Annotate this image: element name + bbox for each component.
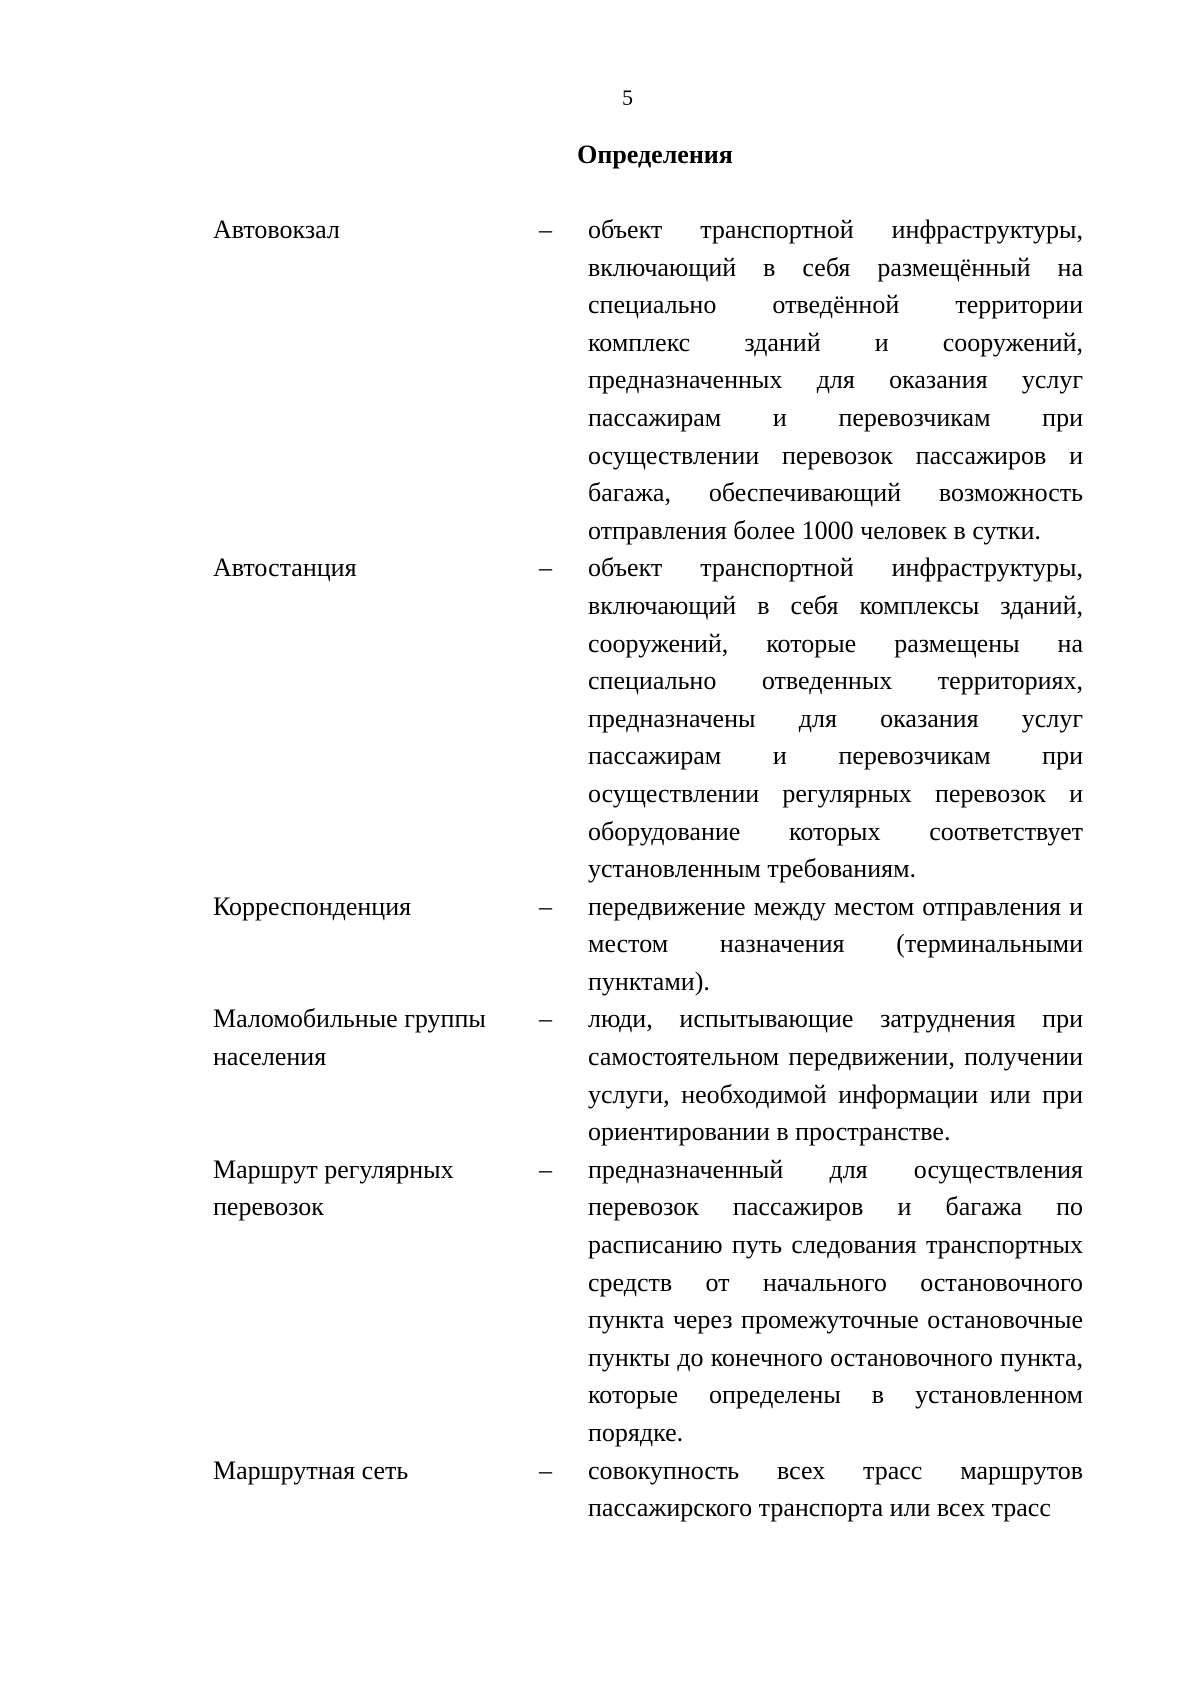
definition-entry-korrespondentsiya — [213, 888, 1083, 1001]
term: Корреспонденция — [213, 891, 412, 921]
page-number: 5 — [622, 85, 633, 110]
definition-entry-marshrutnaya-set — [213, 1452, 1083, 1527]
term: Маломобильные группы населения — [213, 1004, 486, 1072]
term-separator: – — [539, 1455, 552, 1485]
definition-text: передвижение между местом отправления и местом назначения (терминальными пунктами). — [588, 891, 1083, 996]
definition-entry-malomobilnye — [213, 1000, 1083, 1150]
definition-text: предназначенный для осуществления перевозок пассажиров и багажа по расписанию путь следования транспортных средств от начального остановочного пункта через промежуточные остановочные пункты до конечного остановочного пункта, которые определены в установленном порядке. — [588, 1154, 1083, 1447]
term: Маршрут регулярных перевозок — [213, 1154, 454, 1222]
definition-text: объект транспортной инфраструктуры, включающий в себя комплексы зданий, сооружений, которые размещены на специально отведенных территориях, предназначены для оказания услуг пассажирам и перевозчикам при осуществлении регулярных перевозок и оборудование которых соответствует установленным требованиям. — [588, 553, 1083, 884]
definition-entry-avtostantsiya — [213, 549, 1083, 887]
term: Автостанция — [213, 553, 357, 583]
term-separator: – — [539, 891, 552, 921]
definition-entry-avtovokzal — [213, 211, 1083, 549]
term-separator: – — [539, 1004, 552, 1034]
page-title: Определения — [577, 140, 733, 169]
term: Маршрутная сеть — [213, 1455, 409, 1485]
term-separator: – — [539, 553, 552, 583]
definitions-list — [213, 211, 1083, 1527]
definition-text: совокупность всех трасс маршрутов пассажирского транспорта или всех трасс — [588, 1455, 1083, 1523]
definition-entry-marshrut — [213, 1151, 1083, 1452]
definition-text: объект транспортной инфраструктуры, включающий в себя размещённый на специально отведённой территории комплекс зданий и сооружений, предназначенных для оказания услуг пассажирам и перевозчикам при осуществлении перевозок пассажиров и багажа, обеспечивающий возможность отправления более 1000 человек в сутки. — [588, 215, 1083, 545]
term-separator: – — [539, 1154, 552, 1184]
term: Автовокзал — [213, 215, 340, 244]
definition-text: люди, испытывающие затруднения при самостоятельном передвижении, получении услуги, необходимой информации или при ориентировании в пространстве. — [588, 1004, 1083, 1147]
term-separator: – — [539, 215, 552, 244]
